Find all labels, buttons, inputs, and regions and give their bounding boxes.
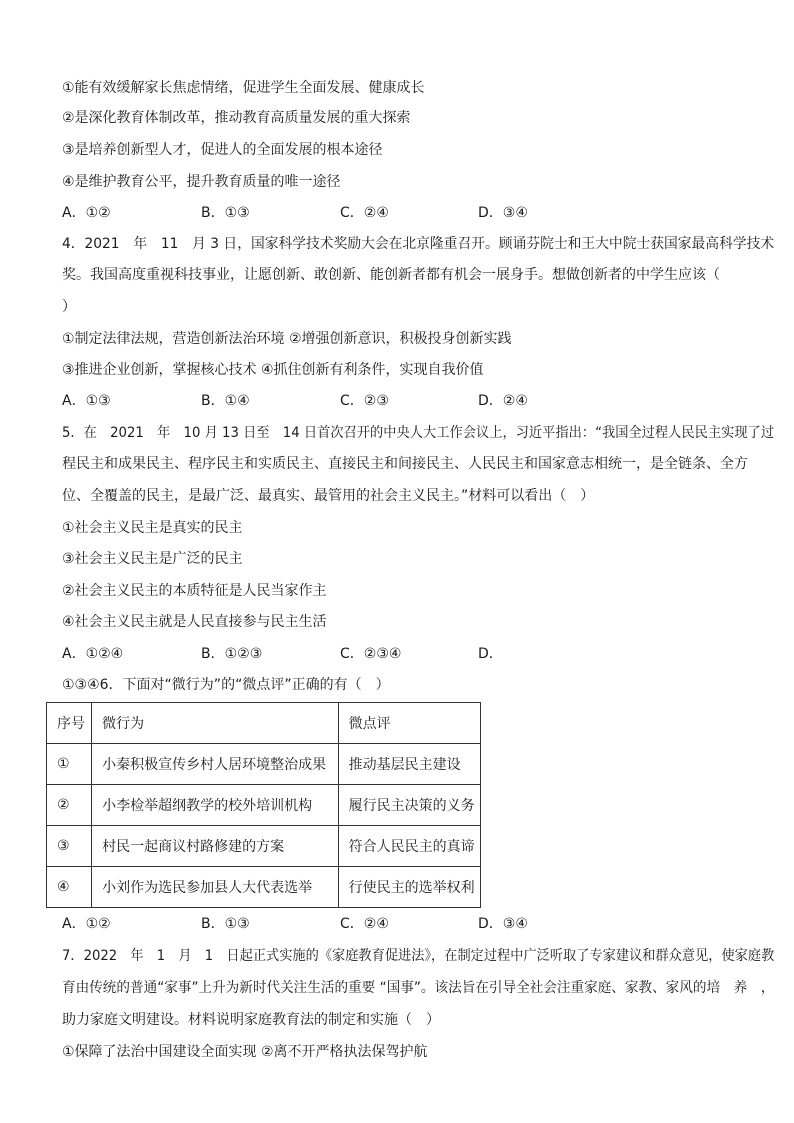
row-index: ④ bbox=[47, 867, 92, 908]
table-row bbox=[47, 785, 481, 826]
q4-statements-line-2: ③推进企业创新，掌握核心技术 ④抓住创新有利条件，实现自我价值 bbox=[62, 362, 484, 378]
q4-option-a[interactable]: A．①③ bbox=[62, 393, 111, 409]
q3-option-d[interactable]: D．③④ bbox=[478, 205, 528, 221]
q3-statement-4: ④是维护教育公平，提升教育质量的唯一途径 bbox=[62, 174, 341, 190]
q4-statements-line-1: ①制定法律法规，营造创新法治环境 ②增强创新意识，积极投身创新实践 bbox=[62, 331, 512, 347]
q6-option-c[interactable]: C．②④ bbox=[340, 916, 389, 932]
q3-statement-3: ③是培养创新型人才，促进人的全面发展的根本途径 bbox=[62, 142, 383, 158]
q6-option-b[interactable]: B．①③ bbox=[201, 916, 250, 932]
q5-stem-line-1: 5．在 2021 年 10 月 13 日至 14 日首次召开的中央人大工作会议上，习近平指出：“我国全过程人民民主实现了过 bbox=[62, 425, 775, 441]
q7-stem-line-3: 助力家庭文明建设。材料说明家庭教育法的制定和实施（ ） bbox=[62, 1012, 440, 1028]
q6-option-a[interactable]: A．①② bbox=[62, 916, 111, 932]
row-behavior: 小李检举超纲教学的校外培训机构 bbox=[92, 785, 339, 826]
row-index: ② bbox=[47, 785, 92, 826]
q7-statements-line-1: ①保障了法治中国建设全面实现 ②离不开严格执法保驾护航 bbox=[62, 1044, 428, 1060]
header-behavior: 微行为 bbox=[92, 703, 339, 744]
q4-stem-line-1: 4．2021 年 11 月 3 日，国家科学技术奖励大会在北京隆重召开。顾诵芬院士和王大中院士获国家最高科学技术 bbox=[62, 236, 775, 252]
q6-table bbox=[46, 702, 481, 908]
row-comment: 行使民主的选举权利 bbox=[338, 867, 480, 908]
q7-stem-line-1: 7．2022 年 1 月 1 日起正式实施的《家庭教育促进法》，在制定过程中广泛听取了专家建议和群众意见，使家庭教 bbox=[62, 948, 775, 964]
q4-option-b[interactable]: B．①④ bbox=[201, 393, 250, 409]
q5-option-b[interactable]: B．①②③ bbox=[201, 646, 263, 662]
q4-stem-line-2: 奖。我国高度重视科技事业，让愿创新、敢创新、能创新者都有机会一展身手。想做创新者的中学生应该（ bbox=[62, 267, 720, 283]
row-comment: 履行民主决策的义务 bbox=[338, 785, 480, 826]
q5-option-d[interactable]: D． bbox=[478, 646, 503, 662]
q4-stem-line-3: ） bbox=[62, 299, 76, 315]
q3-statement-2: ②是深化教育体制改革，推动教育高质量发展的重大探索 bbox=[62, 110, 411, 126]
row-behavior: 村民一起商议村路修建的方案 bbox=[92, 826, 339, 867]
q3-option-c[interactable]: C．②④ bbox=[340, 205, 389, 221]
row-index: ① bbox=[47, 744, 92, 785]
header-index: 序号 bbox=[47, 703, 92, 744]
q3-option-a[interactable]: A．①② bbox=[62, 205, 111, 221]
row-comment: 符合人民民主的真谛 bbox=[338, 826, 480, 867]
q5-option-a[interactable]: A．①②④ bbox=[62, 646, 124, 662]
q5-options bbox=[62, 644, 742, 664]
q6-stem: ①③④6．下面对“微行为”的“微点评”正确的有（ ） bbox=[62, 677, 390, 693]
row-comment: 推动基层民主建设 bbox=[338, 744, 480, 785]
table-row bbox=[47, 867, 481, 908]
q5-statement-3: ②社会主义民主的本质特征是人民当家作主 bbox=[62, 583, 327, 599]
q6-option-d[interactable]: D．③④ bbox=[478, 916, 528, 932]
row-index: ③ bbox=[47, 826, 92, 867]
table-header-row bbox=[47, 703, 481, 744]
row-behavior: 小秦积极宣传乡村人居环境整治成果 bbox=[92, 744, 339, 785]
q7-stem-line-2: 育由传统的普通“家事”上升为新时代关注生活的重要 “国事”。该法旨在引导全社会注重家庭、家教、家风的培 养 ， bbox=[62, 980, 775, 996]
table-row bbox=[47, 826, 481, 867]
table-row bbox=[47, 744, 481, 785]
q4-option-d[interactable]: D．②④ bbox=[478, 393, 528, 409]
q4-option-c[interactable]: C．②③ bbox=[340, 393, 389, 409]
q3-options bbox=[62, 203, 742, 223]
q4-options bbox=[62, 391, 742, 411]
q6-options bbox=[62, 914, 742, 934]
q5-stem-line-2: 程民主和成果民主、程序民主和实质民主、直接民主和间接民主、人民民主和国家意志相统一，是全链条、全方 bbox=[62, 456, 748, 472]
q5-stem-line-3: 位、全覆盖的民主，是最广泛、最真实、最管用的社会主义民主。”材料可以看出（ ） bbox=[62, 488, 595, 504]
q3-option-b[interactable]: B．①③ bbox=[201, 205, 250, 221]
q5-statement-4: ④社会主义民主就是人民直接参与民主生活 bbox=[62, 614, 327, 630]
q5-statement-2: ③社会主义民主是广泛的民主 bbox=[62, 551, 243, 567]
row-behavior: 小刘作为选民参加县人大代表选举 bbox=[92, 867, 339, 908]
header-comment: 微点评 bbox=[338, 703, 480, 744]
q5-statement-1: ①社会主义民主是真实的民主 bbox=[62, 520, 243, 536]
q3-statement-1: ①能有效缓解家长焦虑情绪，促进学生全面发展、健康成长 bbox=[62, 80, 425, 96]
q5-option-c[interactable]: C．②③④ bbox=[340, 646, 402, 662]
